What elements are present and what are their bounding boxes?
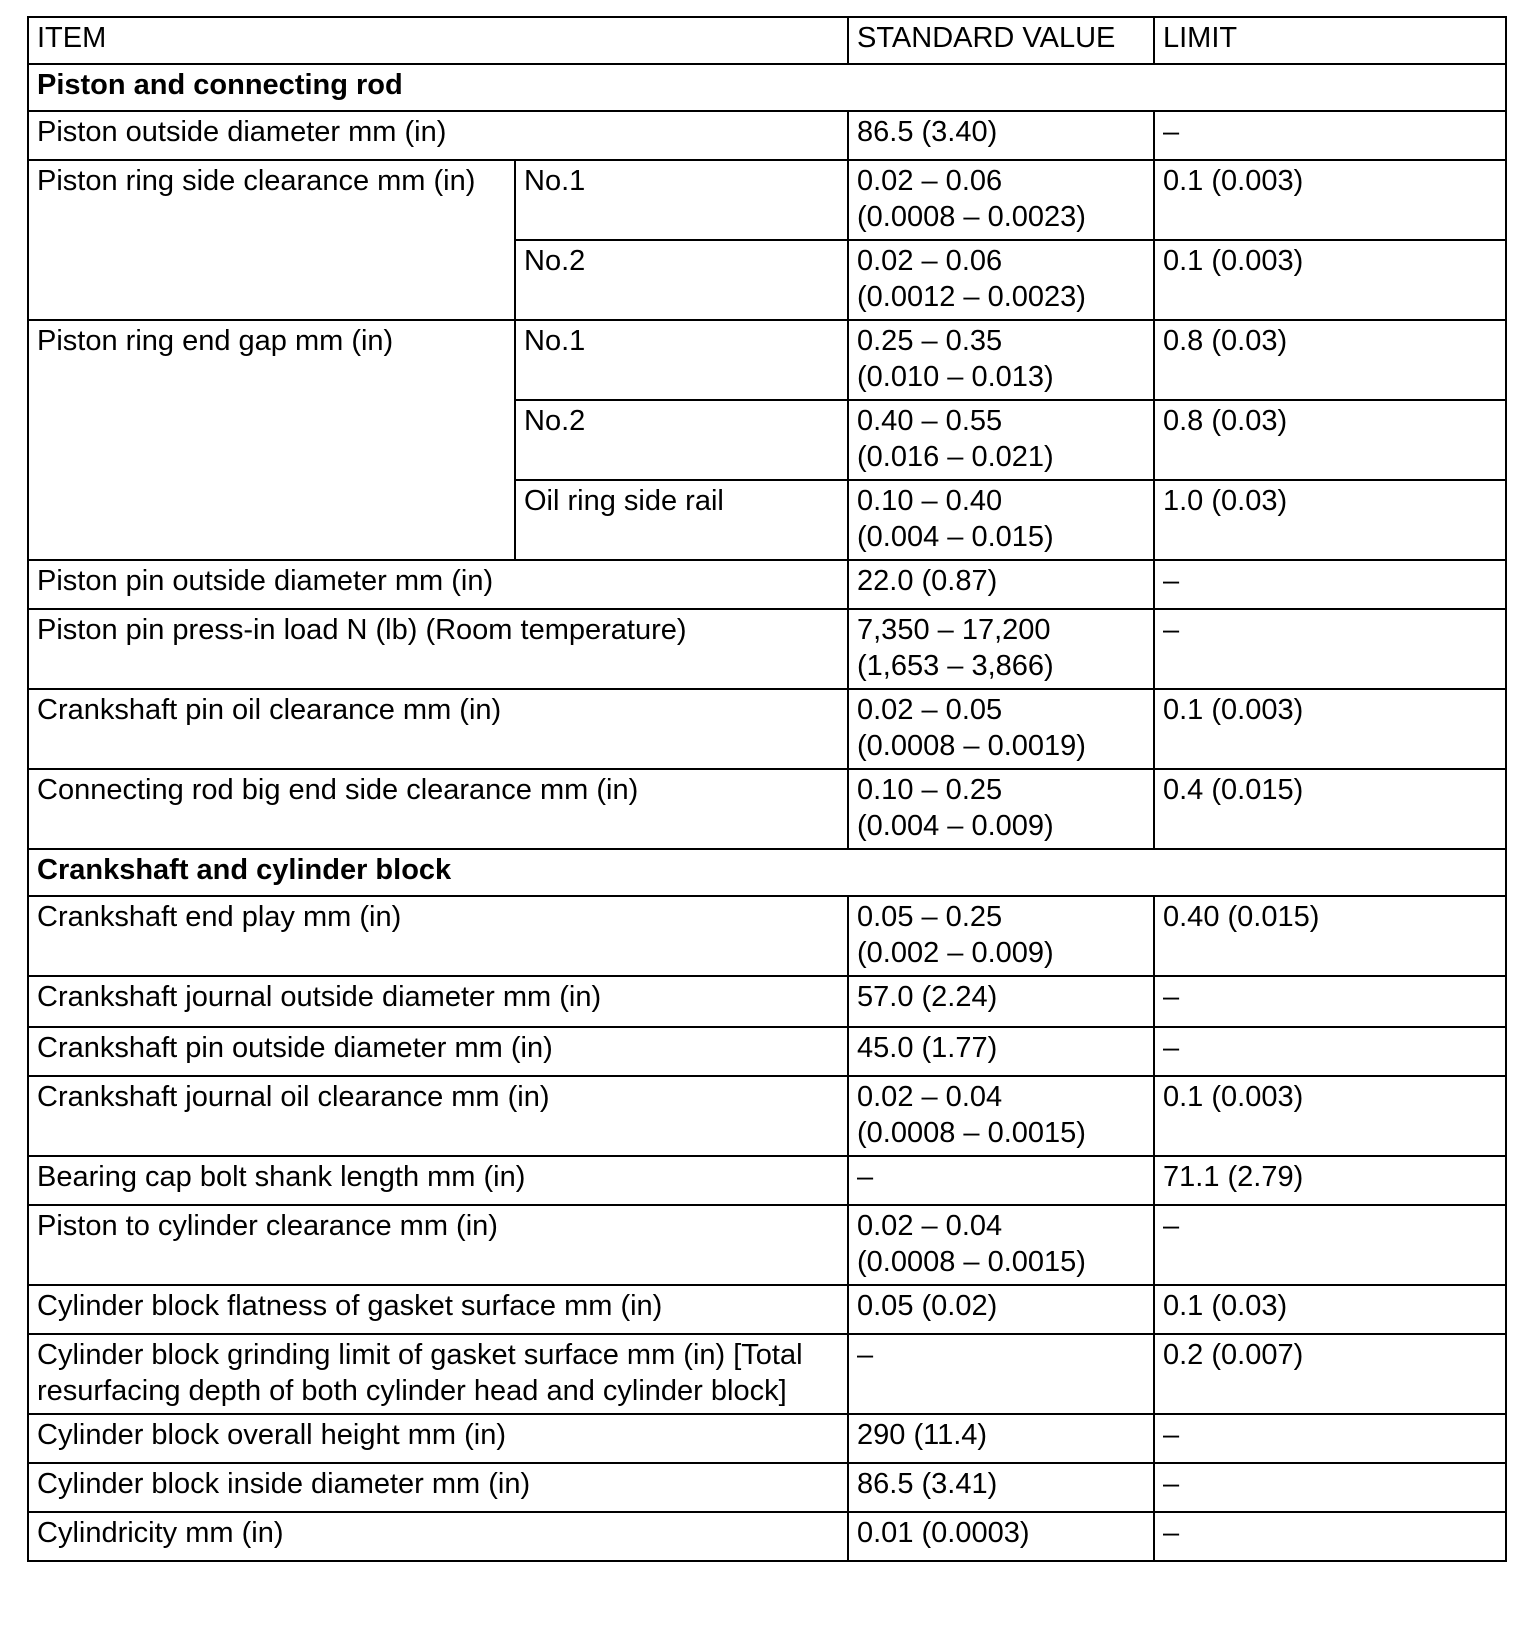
item-cell: Crankshaft journal outside diameter mm (in) (28, 976, 848, 1027)
limit-cell: – (1154, 1512, 1506, 1561)
standard-line-2: (0.016 – 0.021) (857, 441, 1054, 473)
section-row (28, 64, 1506, 111)
table-row (28, 1156, 1506, 1205)
limit-cell: 0.1 (0.03) (1154, 1285, 1506, 1334)
table-header-row (28, 17, 1506, 64)
limit-cell: 0.4 (0.015) (1154, 769, 1506, 849)
item-cell: Cylinder block inside diameter mm (in) (28, 1463, 848, 1512)
sub-item-cell: No.2 (515, 240, 848, 320)
item-cell: Crankshaft pin outside diameter mm (in) (28, 1027, 848, 1076)
limit-cell: – (1154, 609, 1506, 689)
limit-cell: 71.1 (2.79) (1154, 1156, 1506, 1205)
limit-cell: – (1154, 560, 1506, 609)
standard-cell (848, 689, 1154, 769)
standard-cell (848, 1205, 1154, 1285)
header-standard-value: STANDARD VALUE (848, 17, 1154, 64)
standard-cell (848, 609, 1154, 689)
spec-table-container (27, 16, 1507, 1562)
item-cell: Piston outside diameter mm (in) (28, 111, 848, 160)
standard-line-2: (0.004 – 0.009) (857, 810, 1054, 842)
table-row (28, 560, 1506, 609)
item-cell (28, 1334, 848, 1414)
item-cell: Cylinder block overall height mm (in) (28, 1414, 848, 1463)
table-row (28, 111, 1506, 160)
standard-cell: – (848, 1156, 1154, 1205)
standard-line-2: (0.0012 – 0.0023) (857, 281, 1086, 313)
standard-line-2: (0.0008 – 0.0015) (857, 1246, 1086, 1278)
standard-line-2: (0.004 – 0.015) (857, 521, 1054, 553)
sub-item-cell: Oil ring side rail (515, 480, 848, 560)
standard-line-2: (0.002 – 0.009) (857, 937, 1054, 969)
standard-line-2: (0.010 – 0.013) (857, 361, 1054, 393)
item-cell: Piston ring end gap mm (in) (28, 320, 515, 560)
standard-line-1: 0.10 – 0.25 (857, 774, 1003, 806)
standard-cell: 57.0 (2.24) (848, 976, 1154, 1027)
limit-cell: 0.1 (0.003) (1154, 689, 1506, 769)
limit-cell: – (1154, 976, 1506, 1027)
standard-cell (848, 160, 1154, 240)
standard-cell (848, 1076, 1154, 1156)
item-cell: Crankshaft journal oil clearance mm (in) (28, 1076, 848, 1156)
standard-line-2: (0.0008 – 0.0019) (857, 730, 1086, 762)
limit-cell: 0.1 (0.003) (1154, 240, 1506, 320)
standard-line-1: 0.02 – 0.04 (857, 1081, 1003, 1113)
limit-cell: 0.8 (0.03) (1154, 320, 1506, 400)
standard-cell (848, 400, 1154, 480)
section-row (28, 849, 1506, 896)
limit-cell: 0.1 (0.003) (1154, 160, 1506, 240)
table-row (28, 1076, 1506, 1156)
standard-line-1: 7,350 – 17,200 (857, 614, 1051, 646)
standard-line-1: 0.10 – 0.40 (857, 485, 1003, 517)
item-cell: Piston ring side clearance mm (in) (28, 160, 515, 320)
limit-cell: 0.2 (0.007) (1154, 1334, 1506, 1414)
limit-cell: – (1154, 111, 1506, 160)
table-row (28, 1285, 1506, 1334)
table-row (28, 1027, 1506, 1076)
standard-cell (848, 240, 1154, 320)
table-row (28, 896, 1506, 976)
header-item: ITEM (28, 17, 848, 64)
limit-cell: 0.8 (0.03) (1154, 400, 1506, 480)
item-cell: Cylindricity mm (in) (28, 1512, 848, 1561)
item-cell: Crankshaft pin oil clearance mm (in) (28, 689, 848, 769)
specifications-table (27, 16, 1507, 1562)
table-row (28, 1205, 1506, 1285)
standard-cell: 22.0 (0.87) (848, 560, 1154, 609)
item-line-1: Cylinder block grinding limit of gasket surface mm (in) [Total (37, 1339, 803, 1371)
table-row (28, 160, 1506, 240)
standard-line-2: (0.0008 – 0.0015) (857, 1117, 1086, 1149)
table-row (28, 976, 1506, 1027)
limit-cell: 0.40 (0.015) (1154, 896, 1506, 976)
item-cell: Piston to cylinder clearance mm (in) (28, 1205, 848, 1285)
standard-cell: 45.0 (1.77) (848, 1027, 1154, 1076)
standard-cell (848, 320, 1154, 400)
item-cell: Cylinder block flatness of gasket surface mm (in) (28, 1285, 848, 1334)
item-cell: Bearing cap bolt shank length mm (in) (28, 1156, 848, 1205)
standard-line-1: 0.05 – 0.25 (857, 901, 1003, 933)
standard-cell: 0.01 (0.0003) (848, 1512, 1154, 1561)
item-line-2: resurfacing depth of both cylinder head and cylinder block] (37, 1375, 787, 1407)
table-row (28, 1334, 1506, 1414)
limit-cell: 1.0 (0.03) (1154, 480, 1506, 560)
table-row (28, 320, 1506, 400)
item-cell: Connecting rod big end side clearance mm (in) (28, 769, 848, 849)
sub-item-cell: No.2 (515, 400, 848, 480)
standard-line-1: 0.02 – 0.06 (857, 245, 1003, 277)
standard-cell (848, 769, 1154, 849)
table-row (28, 609, 1506, 689)
section-title-piston: Piston and connecting rod (28, 64, 1506, 111)
table-row (28, 689, 1506, 769)
standard-line-1: 0.02 – 0.04 (857, 1210, 1003, 1242)
sub-item-cell: No.1 (515, 320, 848, 400)
standard-line-1: 0.40 – 0.55 (857, 405, 1003, 437)
standard-cell (848, 480, 1154, 560)
table-row (28, 1512, 1506, 1561)
standard-cell: – (848, 1334, 1154, 1414)
standard-line-1: 0.02 – 0.05 (857, 694, 1003, 726)
limit-cell: – (1154, 1205, 1506, 1285)
table-row (28, 1463, 1506, 1512)
limit-cell: – (1154, 1027, 1506, 1076)
limit-cell: 0.1 (0.003) (1154, 1076, 1506, 1156)
item-cell: Piston pin outside diameter mm (in) (28, 560, 848, 609)
standard-line-1: 0.02 – 0.06 (857, 165, 1003, 197)
standard-cell (848, 896, 1154, 976)
standard-line-2: (1,653 – 3,866) (857, 650, 1054, 682)
section-title-crankshaft: Crankshaft and cylinder block (28, 849, 1506, 896)
standard-cell: 0.05 (0.02) (848, 1285, 1154, 1334)
sub-item-cell: No.1 (515, 160, 848, 240)
standard-cell: 86.5 (3.40) (848, 111, 1154, 160)
item-cell: Crankshaft end play mm (in) (28, 896, 848, 976)
table-row (28, 769, 1506, 849)
standard-line-2: (0.0008 – 0.0023) (857, 201, 1086, 233)
header-limit: LIMIT (1154, 17, 1506, 64)
standard-line-1: 0.25 – 0.35 (857, 325, 1003, 357)
limit-cell: – (1154, 1414, 1506, 1463)
standard-cell: 86.5 (3.41) (848, 1463, 1154, 1512)
standard-cell: 290 (11.4) (848, 1414, 1154, 1463)
item-cell: Piston pin press-in load N (lb) (Room temperature) (28, 609, 848, 689)
table-row (28, 1414, 1506, 1463)
limit-cell: – (1154, 1463, 1506, 1512)
